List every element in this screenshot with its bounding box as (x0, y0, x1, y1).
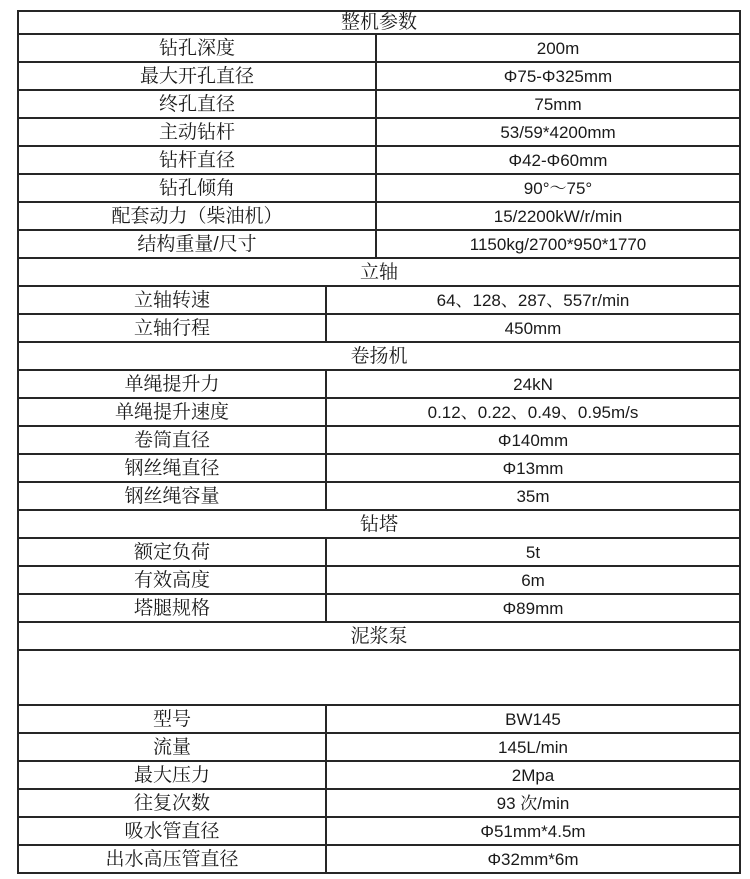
spec-label: 最大开孔直径 (19, 63, 377, 89)
spec-value: Φ42-Φ60mm (508, 150, 608, 170)
spec-row (19, 231, 739, 259)
spec-label: 最大压力 (19, 762, 327, 788)
spec-value: 5t (525, 542, 541, 562)
spec-label: 立轴行程 (19, 315, 327, 341)
spec-row (19, 175, 739, 203)
spec-label: 出水高压管直径 (19, 846, 327, 872)
spec-value: 75mm (534, 94, 582, 114)
spec-label: 单绳提升速度 (19, 399, 327, 425)
spec-row (19, 846, 739, 872)
spec-label: 卷筒直径 (19, 427, 327, 453)
spec-label: 钻杆直径 (19, 147, 377, 173)
spec-row (19, 147, 739, 175)
section-header-hoist (19, 343, 739, 371)
spec-label: 往复次数 (19, 790, 327, 816)
spec-row (19, 762, 739, 790)
spec-label: 有效高度 (19, 567, 327, 593)
spec-value: 35m (516, 486, 550, 506)
spec-label: 立轴转速 (19, 287, 327, 313)
spec-value: 6m (521, 570, 545, 590)
spec-label: 结构重量/尺寸 (19, 231, 377, 257)
spec-value: 53/59*4200mm (500, 122, 616, 142)
spec-value: Φ140mm (497, 430, 569, 450)
spec-label: 配套动力（柴油机） (19, 203, 377, 229)
empty-cell (19, 651, 739, 704)
spec-label: 额定负荷 (19, 539, 327, 565)
spec-value: Φ32mm*6m (487, 849, 579, 869)
spec-table (17, 10, 741, 874)
spec-row (19, 427, 739, 455)
section-header-label: 泥浆泵 (350, 625, 408, 647)
spec-value: 90°～75° (523, 178, 593, 198)
spec-row (19, 91, 739, 119)
spec-row (19, 595, 739, 623)
spec-value: 1150kg/2700*950*1770 (469, 234, 647, 254)
section-header-label: 整机参数 (340, 12, 417, 33)
spec-row (19, 371, 739, 399)
spec-row (19, 35, 739, 63)
spec-row (19, 567, 739, 595)
spec-label: 吸水管直径 (19, 818, 327, 844)
spec-value: 145L/min (498, 737, 568, 757)
spec-row (19, 818, 739, 846)
spec-label: 钻孔倾角 (19, 175, 377, 201)
spec-value: Φ13mm (502, 458, 564, 478)
empty-row (19, 651, 739, 706)
spec-value: 24kN (513, 374, 553, 394)
spec-label: 型号 (19, 706, 327, 732)
spec-row (19, 455, 739, 483)
spec-value: 93 次/min (496, 793, 570, 813)
spec-row (19, 734, 739, 762)
section-header-label: 钻塔 (359, 513, 398, 535)
spec-value: 200m (536, 38, 580, 58)
spec-label: 塔腿规格 (19, 595, 327, 621)
spec-label: 单绳提升力 (19, 371, 327, 397)
spec-row (19, 539, 739, 567)
spec-value: 64、128、287、557r/min (436, 290, 630, 310)
spec-value: 15/2200kW/r/min (493, 206, 623, 226)
spec-value: Φ51mm*4.5m (480, 821, 586, 841)
spec-row (19, 706, 739, 734)
section-header-drill-tower (19, 511, 739, 539)
spec-label: 终孔直径 (19, 91, 377, 117)
spec-label: 主动钻杆 (19, 119, 377, 145)
section-header-overall-params (19, 12, 739, 35)
spec-row (19, 483, 739, 511)
section-header-spindle (19, 259, 739, 287)
spec-value: BW145 (505, 709, 561, 729)
spec-row (19, 119, 739, 147)
section-header-label: 卷扬机 (350, 345, 408, 367)
spec-label: 钻孔深度 (19, 35, 377, 61)
spec-row (19, 287, 739, 315)
spec-value: Φ75-Φ325mm (503, 66, 613, 86)
spec-label: 钢丝绳容量 (19, 483, 327, 509)
spec-label: 钢丝绳直径 (19, 455, 327, 481)
spec-value: 450mm (504, 318, 562, 338)
section-header-label: 立轴 (359, 261, 398, 283)
spec-row (19, 399, 739, 427)
section-header-mud-pump (19, 623, 739, 651)
spec-row (19, 63, 739, 91)
spec-label: 流量 (19, 734, 327, 760)
spec-value: 2Mpa (511, 765, 555, 785)
spec-row (19, 203, 739, 231)
spec-row (19, 790, 739, 818)
spec-value: 0.12、0.22、0.49、0.95m/s (427, 402, 639, 422)
spec-value: Φ89mm (502, 598, 564, 618)
spec-row (19, 315, 739, 343)
